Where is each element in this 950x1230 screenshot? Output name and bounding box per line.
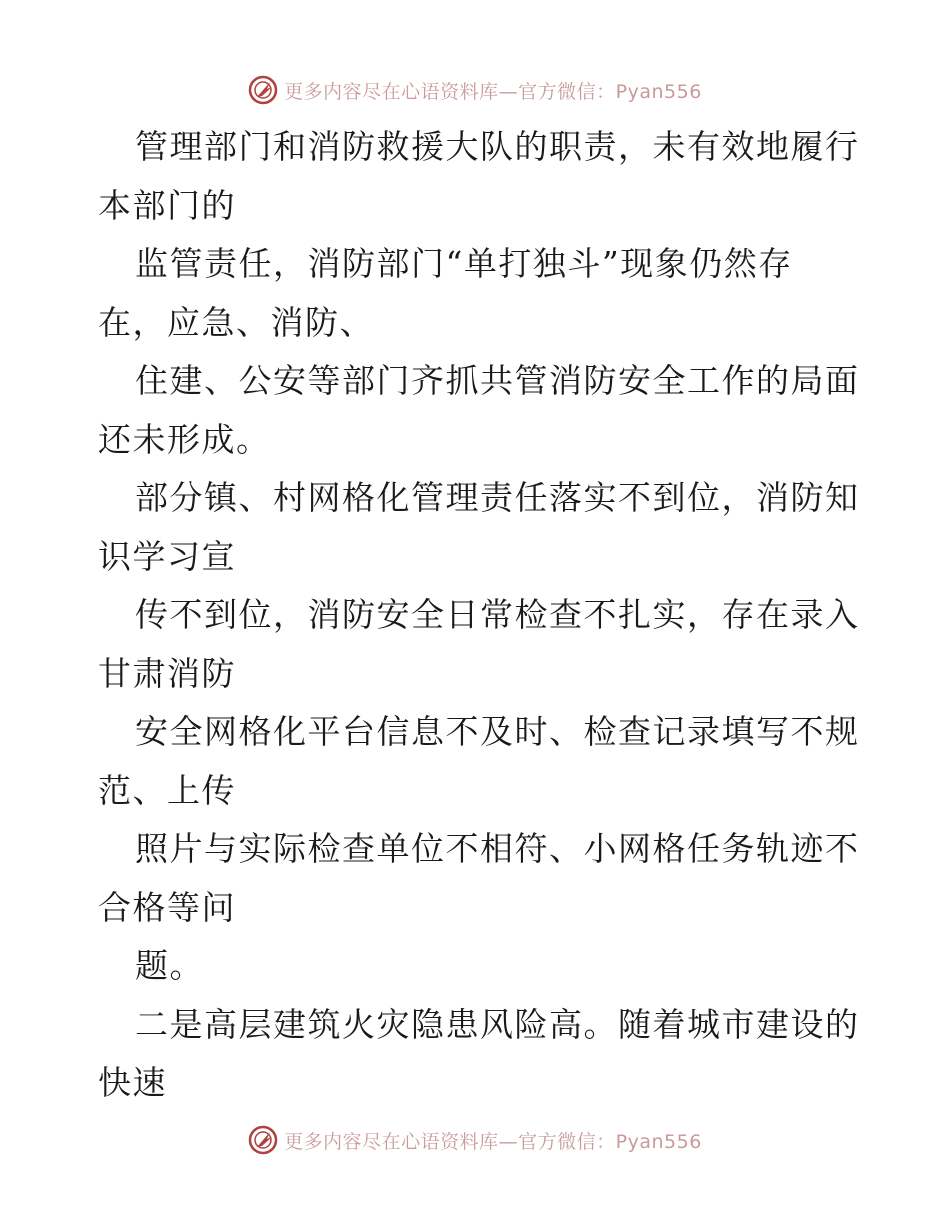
text-line: 还未形成。 — [98, 419, 271, 459]
header-watermark — [0, 72, 950, 108]
text-line: 本部门的 — [98, 185, 236, 225]
text-line: 识学习宣 — [98, 536, 236, 576]
feather-logo-icon — [248, 75, 278, 105]
text-line: 快速 — [98, 1063, 167, 1102]
text-line: 合格等问 — [98, 887, 236, 927]
text-line: 安全网格化平台信息不及时、检查记录填写不规 — [135, 712, 860, 751]
text-line: 在，应急、消防、 — [98, 302, 374, 342]
text-line: 甘肃消防 — [98, 653, 236, 693]
text-line: 监管责任，消防部门“单打独斗”现象仍然存 — [135, 244, 793, 283]
text-line: 照片与实际检查单位不相符、小网格任务轨迹不 — [135, 829, 860, 868]
watermark-text: 更多内容尽在心语资料库—官方微信：Pyan556 — [284, 1130, 702, 1153]
text-line: 范、上传 — [98, 770, 236, 810]
text-line: 二是高层建筑火灾隐患风险高。随着城市建设的 — [135, 1004, 860, 1044]
feather-logo-icon — [248, 1125, 278, 1155]
text-line: 部分镇、村网格化管理责任落实不到位，消防知 — [135, 478, 860, 517]
text-line: 传不到位，消防安全日常检查不扎实，存在录入 — [135, 595, 860, 634]
text-line: 管理部门和消防救援大队的职责，未有效地履行 — [135, 127, 860, 166]
footer-watermark — [0, 1122, 950, 1158]
text-line: 住建、公安等部门齐抓共管消防安全工作的局面 — [135, 361, 860, 400]
text-line: 题。 — [135, 946, 204, 985]
document-body — [98, 118, 858, 1113]
watermark-text: 更多内容尽在心语资料库—官方微信：Pyan556 — [284, 80, 702, 103]
